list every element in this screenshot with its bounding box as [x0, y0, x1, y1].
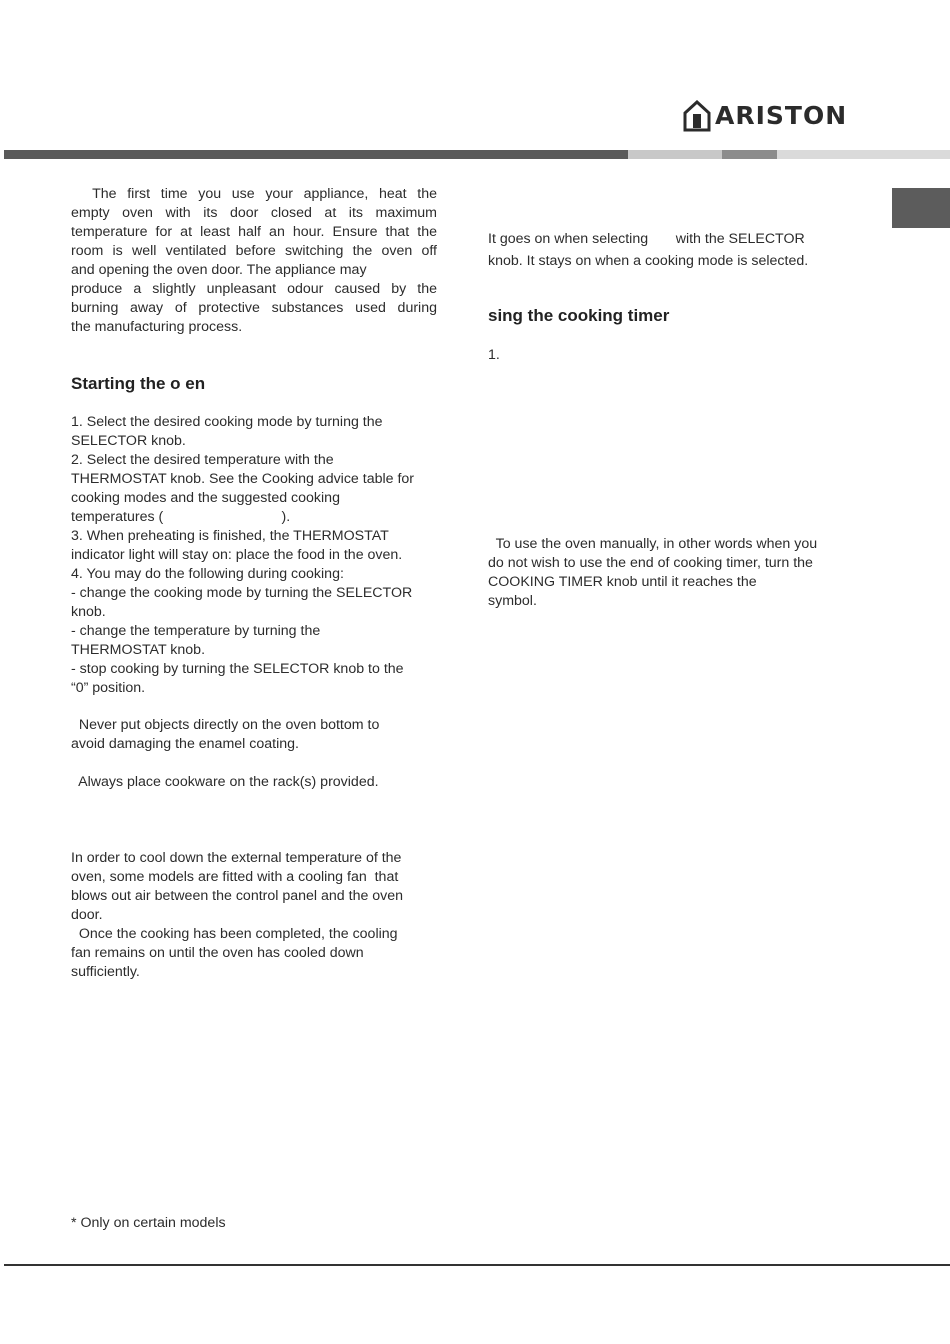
never-note: Never put objects directly on the oven bottom to avoid damaging the enamel coating.	[71, 717, 380, 752]
always-note: Always place cookware on the rack(s) provided.	[71, 774, 379, 790]
footer-rule	[4, 1264, 950, 1266]
brand-logo	[683, 99, 847, 133]
starting-oven-heading: Starting the o en	[71, 374, 206, 393]
header-bar-light-end	[777, 150, 950, 159]
header-bar-mid	[722, 150, 777, 159]
cooling-fan-paragraph: In order to cool down the external temperature of the oven, some models are fitted with a cooling fan that blows out air between the control panel and the oven door. Once the cooking has been completed, the cooling fan remains on until the oven has cooled down sufficiently.	[71, 850, 404, 980]
starting-steps: 1. Select the desired cooking mode by turning the SELECTOR knob. 2. Select the desired temperature with the THERMOSTAT knob. See the Cooking advice table for cooking modes and the suggested cooking temperatures ( ). 3. When preheating is finished, the THERMOSTAT indicator light will stay on: place the food in the oven. 4. You may do the following during cooking: - change the cooking mode by turning the SELECTOR knob. - change the temperature by turning the THERMOSTAT knob. - stop cooking by turning the SELECTOR knob to the “0” position.	[71, 414, 415, 696]
header-bar-light	[628, 150, 722, 159]
cooking-timer-heading: sing the cooking timer	[488, 306, 670, 325]
language-tab	[892, 188, 950, 228]
house-icon	[683, 100, 711, 132]
intro-paragraph: The first time you use your appliance, heat the empty oven with its door closed at its maximum temperature for at least half an hour. Ensure that the room is well ventilated before switching the oven off and opening the oven door. The appliance may produce a slightly unpleasant odour caused by the burning away of protective substances used during the manufacturing process.	[71, 186, 437, 335]
brand-name: ARISTON	[715, 101, 848, 130]
footnote: * Only on certain models	[71, 1215, 226, 1231]
oven-light-paragraph: It goes on when selecting with the SELECTOR knob. It stays on when a cooking mode is selected.	[488, 231, 809, 269]
timer-step-1: 1.	[488, 347, 500, 363]
header-bar-dark	[4, 150, 628, 159]
manual-use-paragraph: To use the oven manually, in other words when you do not wish to use the end of cooking timer, turn the COOKING TIMER knob until it reaches the symbol.	[488, 536, 818, 609]
